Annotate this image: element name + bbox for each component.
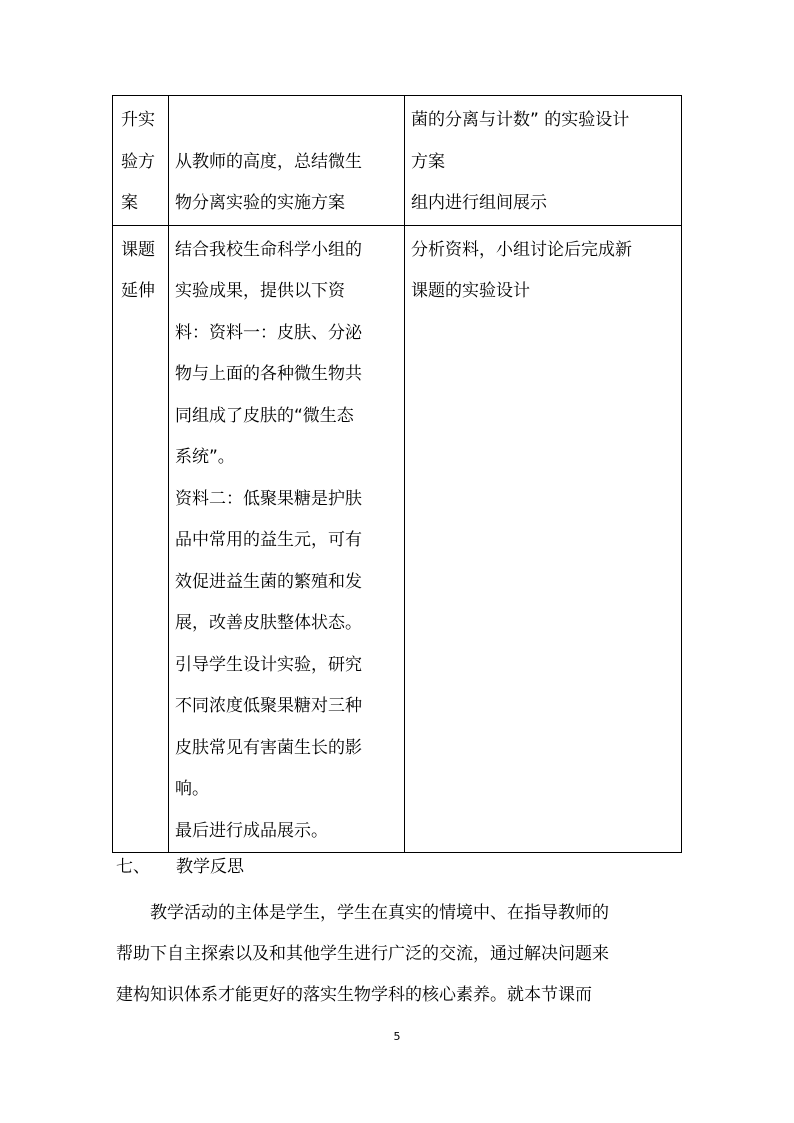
cell-line: 课题 (121, 239, 155, 260)
paragraph-line: 教学活动的主体是学生，学生在真实的情境中、在指导教师的 (150, 903, 609, 923)
table-row (113, 96, 682, 226)
teacher-activity-cell (169, 225, 405, 853)
table-row (113, 225, 682, 853)
cell-line: 同组成了皮肤的“微生态 (175, 405, 354, 426)
stage-cell (113, 96, 169, 226)
body-paragraph (116, 893, 676, 1016)
cell-line: 资料二：低聚果糖是护肤 (175, 488, 362, 509)
student-activity-cell (405, 225, 682, 853)
section-heading (116, 852, 244, 877)
cell-line: 物与上面的各种微生物共 (175, 364, 362, 384)
cell-line: 实验成果，提供以下资 (175, 281, 345, 301)
page-number: 5 (393, 1030, 401, 1043)
cell-line: 料：资料一：皮肤、分泌 (175, 322, 362, 343)
cell-line: 展，改善皮肤整体状态。 (175, 613, 362, 633)
cell-line: 效促进益生菌的繁殖和发 (175, 571, 362, 592)
lesson-plan-table (112, 95, 682, 853)
cell-line: 组内进行组间展示 (411, 193, 547, 213)
cell-line: 方案 (411, 151, 445, 172)
stage-cell (113, 225, 169, 853)
cell-line: 物分离实验的实施方案 (175, 193, 345, 213)
cell-line: 结合我校生命科学小组的 (175, 239, 362, 260)
section-title: 教学反思 (176, 857, 244, 877)
cell-line: 验方 (121, 151, 155, 172)
cell-line: 不同浓度低聚果糖对三种 (175, 696, 362, 716)
cell-line: 分析资料，小组讨论后完成新 (411, 239, 632, 260)
cell-line: 响。 (175, 779, 209, 799)
cell-line: 最后进行成品展示。 (175, 820, 328, 841)
cell-line: 延伸 (121, 281, 155, 301)
student-activity-cell (405, 96, 682, 226)
paragraph-line: 建构知识体系才能更好的落实生物学科的核心素养。就本节课而 (116, 985, 592, 1005)
cell-line: 课题的实验设计 (411, 281, 530, 301)
cell-line: 品中常用的益生元，可有 (175, 530, 362, 550)
paragraph-line: 帮助下自主探索以及和其他学生进行广泛的交流，通过解决问题来 (116, 944, 609, 964)
cell-line: 引导学生设计实验，研究 (175, 654, 362, 675)
section-number: 七、 (116, 857, 150, 877)
cell-line: 皮肤常见有害菌生长的影 (175, 737, 362, 758)
cell-line: 系统”。 (175, 447, 235, 467)
cell-line: 升实 (121, 110, 155, 130)
cell-line: 从教师的高度，总结微生 (175, 151, 362, 172)
cell-line: 菌的分离与计数” 的实验设计 (411, 110, 630, 130)
cell-line: 案 (121, 193, 138, 213)
cell-line (175, 100, 398, 142)
teacher-activity-cell (169, 96, 405, 226)
